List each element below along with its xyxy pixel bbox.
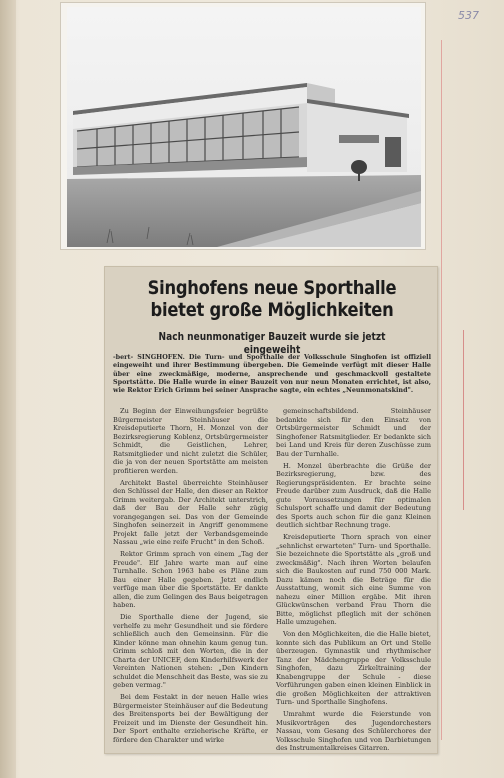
page-number: 537: [458, 9, 479, 22]
paragraph: Bei dem Festakt in der neuen Halle wies Bürgermeister Steinhäuser auf die Bedeutung des Breitensports bei der Bewältigung der Freizeit und im Dienste der Gesundheit hin. Der Sport enthalte erzieherische Kräfte, er fördere den Charakter und wirke: [113, 693, 268, 744]
article-column-left: [113, 407, 268, 748]
newspaper-clipping: [104, 266, 438, 754]
paragraph: Von den Möglichkeiten, die die Halle bietet, konnte sich das Publikum an Ort und Stelle überzeugen. Gymnastik und rhythmischer Tanz der Mädchengruppe der Volksschule Singhofen, dazu Zirkeltraining der Knabengruppe der Schule - diese Vorführungen gaben einen kleinen Einblick in die großen Möglichkeiten der attraktiven Turn- und Sporthalle Singhofens.: [276, 630, 431, 706]
sports-hall-photo: [67, 7, 421, 247]
paragraph: Kreisdeputierte Thorn sprach von einer „sehnlichst erwarteten" Turn- und Sporthalle. Sie bezeichnete die Sportstätte als „groß und zweckmäßig". Nach ihren Worten belaufen sich die Baukosten auf rund 750 000 Mark. Dazu kämen noch die Beträge für die Ausstattung, womit sich eine Summe von nahezu einer Million ergäbe. Mit ihren Glückwünschen verband Frau Thorn die Bitte, möglichst pfleglich mit der schönen Halle umzugehen.: [276, 533, 431, 626]
paragraph: Architekt Bastel überreichte Steinhäuser den Schlüssel der Halle, den dieser an Rektor Grimm weitergab. Der Architekt unterstrich, daß der Bau der Halle sehr zügig vorangegangen sei. Das von der Gemeinde Singhofen seinerzeit in Angriff genommene Projekt falle jetzt der Verbandsgemeinde Nassau „wie eine reife Frucht" in den Schoß.: [113, 478, 268, 546]
headline-line-2: bietet große Möglichkeiten: [150, 299, 394, 321]
article-column-right: [276, 407, 431, 756]
paragraph: Zu Beginn der Einweihungsfeier begrüßte Bürgermeister Steinhäuser die Kreisdeputierte Thorn, H. Monzel von der Bezirksregierung Koblenz, Ortsbürgermeister Schmidt, die Geistlichen, Lehrer, Ratsmitglieder und nicht zuletzt die Schüler, die ja von der neuen Sportstätte am meisten profitieren werden.: [113, 407, 268, 475]
headline-line-1: Singhofens neue Sporthalle: [147, 277, 397, 299]
paragraph: gemeinschaftsbildend. Steinhäuser bedankte sich für den Einsatz von Ortsbürgermeister Schmidt und der Singhofener Ratsmitglieder. Er bedankte sich bei Land und Kreis für deren Zuschüsse zum Bau der Turnhalle.: [276, 407, 431, 458]
paragraph: Umrahmt wurde die Feierstunde von Musikvorträgen des Jugendorchesters Nassau, vom Gesang des Schülerchores der Volksschule Singhofen und von Darbietungen des Instrumentalkreises Gitarren.: [276, 710, 431, 752]
photo-frame: [60, 2, 426, 250]
article-headline: [137, 277, 407, 321]
article-lead: -bert- SINGHOFEN. Die Turn- und Sporthalle der Volksschule Singhofen ist offiziell eingeweiht und ihrer Bestimmung übergeben. Die Gemeinde verfügt mit dieser Halle über eine zweckmäßige, moderne, ansprechende und geschmackvoll gestaltete Sportstätte. Die Halle wurde in einer Bauzeit von nur neun Monaten errichtet, ist also, wie Rektor Erich Grimm bei seiner Ansprache sagte, ein echtes „Neunmonatskind".: [113, 353, 431, 395]
paragraph: Die Sporthalle diene der Jugend, sie verhelfe zu mehr Gesundheit und sie fördere schließlich auch den Gemeinsinn. Für die Kinder könne man ohnehin kaum genug tun. Grimm schloß mit den Worten, die in der Charta der UNICEF, dem Kinderhilfswerk der Vereinten Nationen stehen: „Den Kindern schuldet die Menschheit das Beste, was sie zu geben vermag.": [113, 613, 268, 689]
margin-rule: [441, 40, 442, 740]
article-subheadline: Nach neunmonatiger Bauzeit wurde sie jetzt eingeweiht: [158, 331, 386, 356]
paragraph: H. Monzel überbrachte die Grüße der Bezirksregierung, bzw. des Regierungspräsidenten. Er brachte seine Freude darüber zum Ausdruck, daß die Halle gute Voraussetzungen für optimalen Schulsport schaffe und damit der Bedeutung des Sports auch schon für die ganz Kleinen deutlich sichtbar Rechnung trage.: [276, 461, 431, 529]
album-spine: [0, 0, 16, 778]
margin-rule-short: [463, 330, 464, 510]
sports-hall-illustration: [67, 7, 421, 247]
paragraph: Rektor Grimm sprach von einem „Tag der Freude". Elf Jahre warte man auf eine Turnhalle. Schon 1963 habe es Pläne zum Bau einer Halle gegeben. Jetzt endlich verfüge man über die Sportstätte. Er dankte allen, die zum Gelingen des Baus beigetragen haben.: [113, 550, 268, 609]
